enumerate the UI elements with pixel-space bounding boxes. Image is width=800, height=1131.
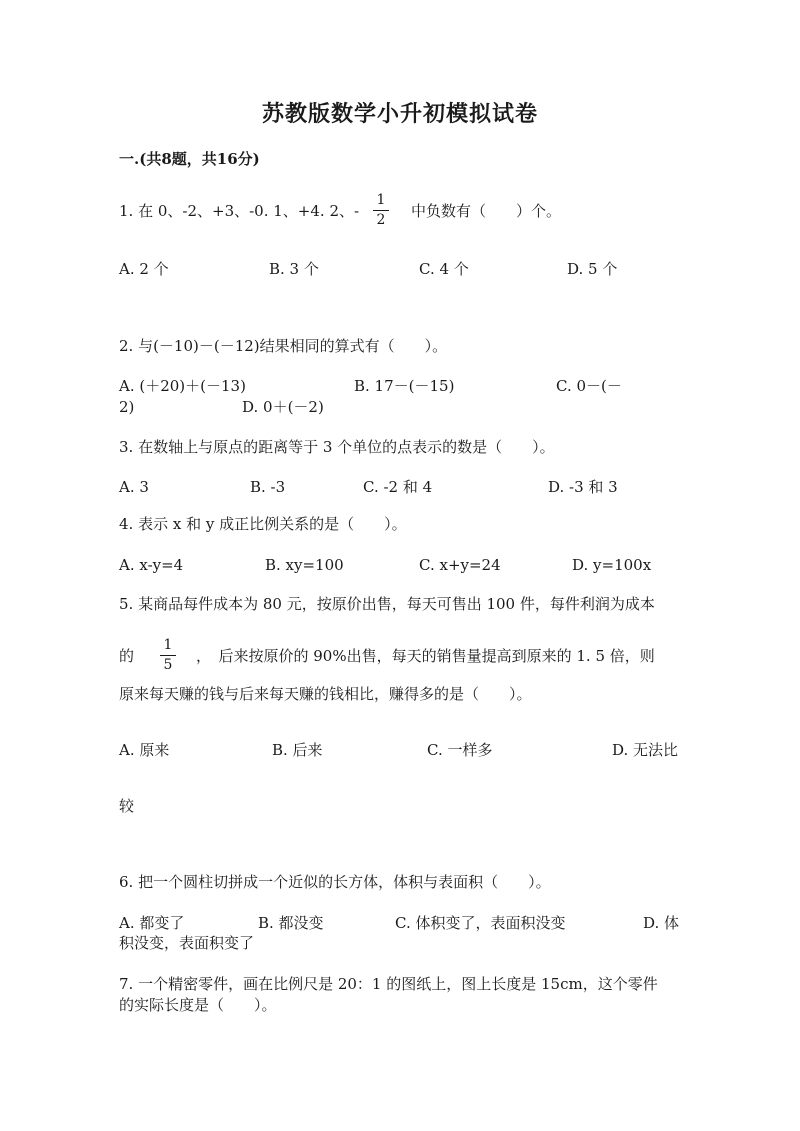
question-6-option-b[interactable]: B. 都没变 (258, 914, 324, 932)
question-3-option-a[interactable]: A. 3 (119, 478, 149, 496)
question-6-stem: 6. 把一个圆柱切拼成一个近似的长方体，体积与表面积（ ）。 (119, 873, 551, 891)
question-4-option-b[interactable]: B. xy=100 (265, 556, 344, 574)
question-1-option-a[interactable]: A. 2 个 (119, 260, 169, 278)
question-1-stem-part-b: 中负数有（ ）个。 (411, 202, 562, 220)
question-1-fraction (373, 193, 389, 228)
question-2-option-c-continued: 2) (119, 398, 135, 416)
question-5-line-2-part-a: 的 (119, 647, 135, 665)
question-3-stem: 3. 在数轴上与原点的距离等于 3 个单位的点表示的数是（ ）。 (119, 438, 555, 456)
section-heading: 一.(共8题，共16分) (119, 150, 260, 168)
question-1-option-b[interactable]: B. 3 个 (269, 260, 319, 278)
question-1-stem-part-a: 1. 在 0、-2、+3、-0. 1、+4. 2、- (119, 202, 360, 220)
question-6-option-d[interactable]: D. 体 (643, 914, 680, 932)
question-1-option-c[interactable]: C. 4 个 (419, 260, 469, 278)
fraction-numerator: 1 (376, 192, 386, 208)
question-7-line-1: 7. 一个精密零件，画在比例尺是 20：1 的图纸上，图上长度是 15cm，这个零件 (119, 975, 658, 993)
fraction-denominator: 2 (376, 212, 386, 228)
fraction-bar (373, 210, 389, 211)
question-6-option-d-continued: 积没变，表面积变了 (119, 934, 255, 952)
question-3-option-d[interactable]: D. -3 和 3 (548, 478, 618, 496)
question-2-option-a[interactable]: A. (＋20)＋(－13) (119, 377, 246, 395)
question-4-stem: 4. 表示 x 和 y 成正比例关系的是（ ）。 (119, 515, 407, 533)
question-5-line-2-part-b: ， 后来按原价的 90%出售，每天的销售量提高到原来的 1. 5 倍，则 (196, 647, 655, 665)
question-2-option-b[interactable]: B. 17－(－15) (354, 377, 455, 395)
question-3-option-c[interactable]: C. -2 和 4 (363, 478, 433, 496)
question-7-line-2: 的实际长度是（ ）。 (119, 996, 277, 1014)
question-5-line-1: 5. 某商品每件成本为 80 元，按原价出售，每天可售出 100 件，每件利润为成本 (119, 595, 655, 613)
question-5-option-d-continued: 较 (119, 797, 135, 815)
question-2-option-c[interactable]: C. 0－(－ (556, 377, 622, 395)
question-1-option-d[interactable]: D. 5 个 (567, 260, 618, 278)
question-4-option-a[interactable]: A. x-y=4 (119, 556, 184, 574)
page-title: 苏教版数学小升初模拟试卷 (261, 101, 538, 127)
question-5-line-3: 原来每天赚的钱与后来每天赚的钱相比，赚得多的是（ ）。 (119, 685, 532, 703)
question-3-option-b[interactable]: B. -3 (250, 478, 286, 496)
question-4-option-d[interactable]: D. y=100x (572, 556, 652, 574)
question-5-option-c[interactable]: C. 一样多 (427, 741, 493, 759)
question-2-option-d[interactable]: D. 0＋(－2) (242, 398, 324, 416)
fraction-denominator: 5 (163, 657, 173, 673)
question-2-stem: 2. 与(－10)－(－12)结果相同的算式有（ ）。 (119, 337, 448, 355)
question-5-option-a[interactable]: A. 原来 (119, 741, 170, 759)
fraction-numerator: 1 (163, 637, 173, 653)
question-6-option-c[interactable]: C. 体积变了，表面积没变 (395, 914, 566, 932)
question-5-option-b[interactable]: B. 后来 (272, 741, 323, 759)
question-5-option-d[interactable]: D. 无法比 (612, 741, 679, 759)
fraction-bar (160, 655, 176, 656)
question-4-option-c[interactable]: C. x+y=24 (419, 556, 501, 574)
question-5-fraction (160, 638, 176, 673)
question-6-option-a[interactable]: A. 都变了 (119, 914, 185, 932)
